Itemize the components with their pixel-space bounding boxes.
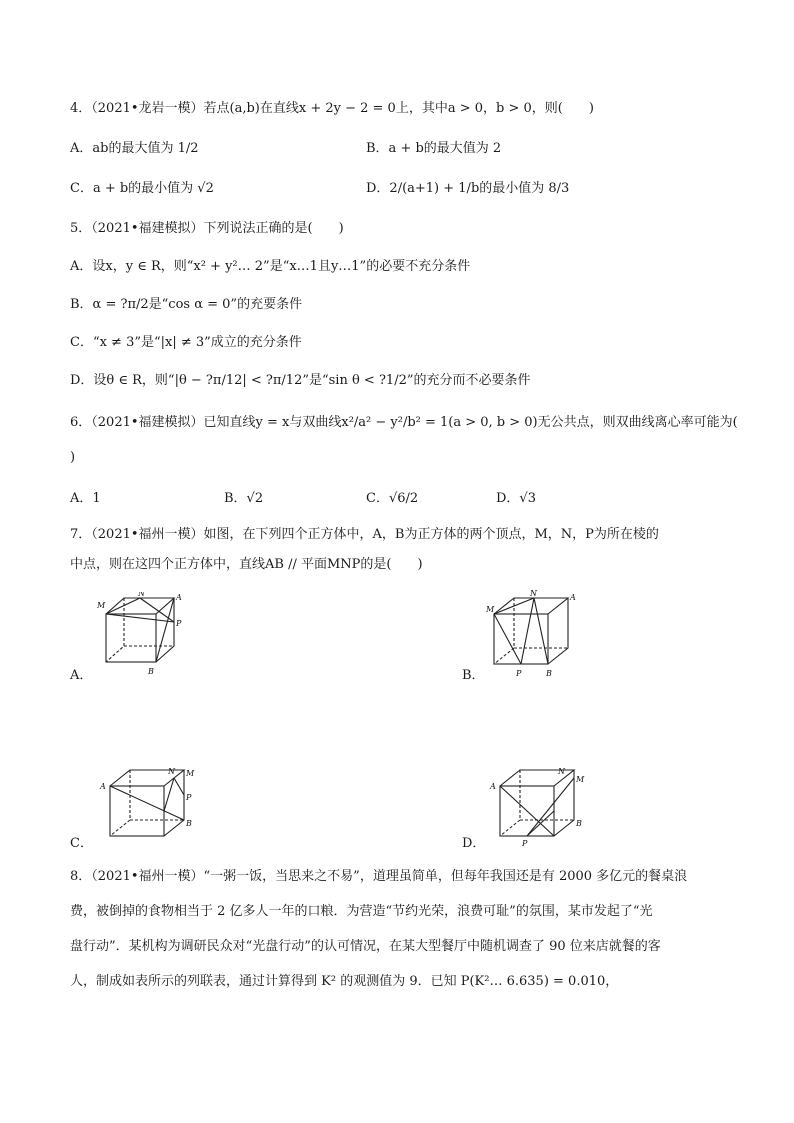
vertex-label-p: P bbox=[176, 619, 182, 628]
q6-stem-line2: ) bbox=[70, 450, 76, 465]
q8-line3: 盘行动”．某机构为调研民众对“光盘行动”的认可情况，在某大型餐厅中随机调查了 90 位来店就餐的客 bbox=[70, 939, 661, 954]
vertex-label-n: N bbox=[558, 767, 565, 776]
q4-option-b: B．a + b的最大值为 2 bbox=[366, 141, 502, 156]
q7-figure-d-label: D． bbox=[462, 836, 486, 851]
q7-figure-b-cube bbox=[484, 590, 584, 684]
vertex-label-b: B bbox=[546, 669, 552, 678]
vertex-label-m: M bbox=[486, 605, 495, 614]
q5-stem: 5．（2021•福建模拟）下列说法正确的是( ) bbox=[70, 221, 344, 236]
q6-option-c: C．√6/2 bbox=[366, 491, 419, 506]
vertex-label-n: N bbox=[138, 592, 145, 598]
vertex-label-a: A bbox=[490, 782, 496, 791]
q4-option-d: D．2/(a+1) + 1/b的最小值为 8/3 bbox=[366, 181, 570, 196]
vertex-label-p: P bbox=[516, 669, 522, 678]
q7-figure-c-label: C． bbox=[70, 836, 93, 851]
vertex-label-n: N bbox=[530, 590, 537, 598]
q5-option-d: D．设θ ∈ R，则“|θ − ?π/12| < ?π/12”是“sin θ < ?1/2”的充分而不必要条件 bbox=[70, 373, 531, 388]
q7-figure-a-cube bbox=[96, 592, 186, 684]
q8-line2: 费，被倒掉的食物相当于 2 亿多人一年的口粮．为营造“节约光荣，浪费可耻”的氛围，某市发起了“光 bbox=[70, 904, 653, 919]
q8-line1: 8．（2021•福州一模）“一粥一饭，当思来之不易”，道理虽简单，但每年我国还是有 2000 多亿元的餐桌浪 bbox=[70, 869, 688, 884]
vertex-label-a: A bbox=[570, 593, 576, 602]
q4-option-a: A．ab的最大值为 1/2 bbox=[70, 141, 199, 156]
q7-figure-d-cube bbox=[486, 762, 586, 846]
q4-stem: 4．（2021•龙岩一模）若点(a,b)在直线x + 2y − 2 = 0上，其中a > 0，b > 0，则( ) bbox=[70, 101, 594, 116]
vertex-label-p: P bbox=[186, 793, 192, 802]
vertex-label-p: P bbox=[522, 839, 528, 846]
q7-stem-line1: 7．（2021•福州一模）如图，在下列四个正方体中，A，B为正方体的两个顶点，M，N，P为所在棱的 bbox=[70, 527, 659, 542]
q7-figure-a-label: A． bbox=[70, 668, 93, 683]
q6-option-b: B．√2 bbox=[224, 491, 264, 506]
q5-option-c: C．“x ≠ 3”是“|x| ≠ 3”成立的充分条件 bbox=[70, 335, 302, 350]
q5-option-b: B．α = ?π/2是“cos α = 0”的充要条件 bbox=[70, 297, 303, 312]
vertex-label-m: M bbox=[576, 775, 585, 784]
q7-figure-c-cube bbox=[96, 762, 196, 846]
q8-line4: 人，制成如表所示的列联表，通过计算得到 K² 的观测值为 9．已知 P(K²… 6.635) = 0.010， bbox=[70, 974, 619, 989]
q6-stem-line1: 6．（2021•福建模拟）已知直线y = x与双曲线x²/a² − y²/b² = 1(a > 0, b > 0)无公共点，则双曲线离心率可能为( bbox=[70, 415, 738, 430]
q5-option-a: A．设x，y ∈ R，则“x² + y²… 2”是“x…1且y…1”的必要不充分条件 bbox=[70, 259, 471, 274]
vertex-label-b: B bbox=[186, 819, 192, 828]
vertex-label-a: A bbox=[100, 782, 106, 791]
vertex-label-b: B bbox=[148, 667, 154, 676]
vertex-label-b: B bbox=[576, 819, 582, 828]
vertex-label-a: A bbox=[176, 593, 182, 602]
q4-option-c: C．a + b的最小值为 √2 bbox=[70, 181, 214, 196]
vertex-label-n: N bbox=[168, 767, 175, 776]
q6-option-a: A．1 bbox=[70, 491, 101, 506]
q7-stem-line2: 中点，则在这四个正方体中，直线AB // 平面MNP的是( ) bbox=[70, 557, 423, 572]
vertex-label-m: M bbox=[97, 601, 106, 610]
vertex-label-m: M bbox=[186, 769, 195, 778]
q6-option-d: D．√3 bbox=[496, 491, 536, 506]
q7-figure-b-label: B． bbox=[462, 668, 485, 683]
